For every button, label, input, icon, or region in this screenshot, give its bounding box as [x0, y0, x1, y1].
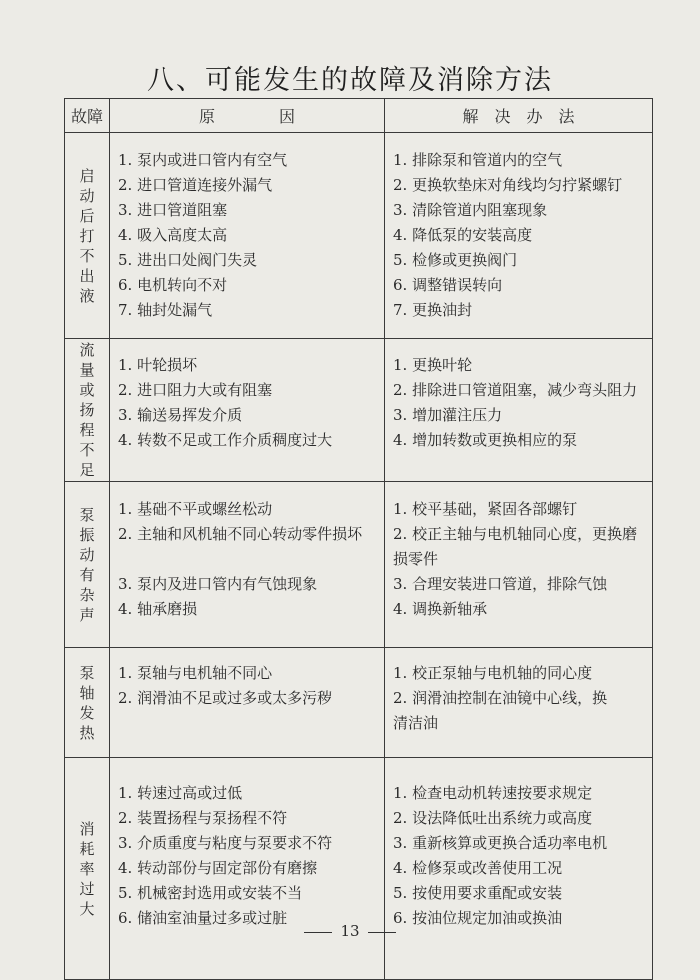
- cause-cell: [110, 758, 385, 980]
- fault-table: [64, 98, 653, 980]
- solution-cell: [385, 482, 653, 648]
- cause-item: 6. 电机转向不对: [118, 276, 228, 294]
- cause-item: 5. 机械密封选用或安装不当: [118, 884, 303, 902]
- solution-item: 3. 重新核算或更换合适功率电机: [393, 834, 608, 852]
- solution-item: 5. 检修或更换阀门: [393, 251, 518, 269]
- cause-item: 2. 进口阻力大或有阻塞: [118, 381, 273, 399]
- cause-item: 4. 轴承磨损: [118, 600, 198, 618]
- fault-cell: [65, 133, 110, 339]
- solution-item: 2. 排除进口管道阻塞，减少弯头阻力: [393, 381, 638, 399]
- fault-label: 启动后打不出液: [79, 166, 95, 305]
- solution-item: 4. 增加转数或更换相应的泵: [393, 431, 578, 449]
- table-row: [65, 133, 653, 339]
- footer-dash-right: [368, 932, 396, 933]
- solution-item: 2. 设法降低吐出系统力或高度: [393, 809, 593, 827]
- table-row: [65, 482, 653, 648]
- solution-item: 1. 校正泵轴与电机轴的同心度: [393, 664, 593, 682]
- cause-item: 5. 进出口处阀门失灵: [118, 251, 258, 269]
- fault-cell: [65, 482, 110, 648]
- fault-cell: [65, 758, 110, 980]
- header-row: [65, 99, 653, 133]
- fault-label: 流量或扬程不足: [79, 341, 95, 479]
- header-cause: 原 因: [110, 99, 385, 133]
- solution-item: 3. 合理安装进口管道，排除气蚀: [393, 575, 608, 593]
- cause-item: 2. 装置扬程与泵扬程不符: [118, 809, 288, 827]
- cause-item: 1. 叶轮损坏: [118, 356, 198, 374]
- cause-item: 4. 吸入高度太高: [118, 226, 228, 244]
- cause-cell: [110, 648, 385, 758]
- cause-item: 3. 进口管道阻塞: [118, 201, 228, 219]
- solution-item: 4. 调换新轴承: [393, 600, 488, 618]
- cause-cell: [110, 339, 385, 482]
- solution-item: 1. 检查电动机转速按要求规定: [393, 784, 593, 802]
- solution-item: 2. 润滑油控制在油镜中心线，换清洁油: [393, 689, 608, 732]
- cause-item: 1. 泵轴与电机轴不同心: [118, 664, 273, 682]
- cause-cell: [110, 482, 385, 648]
- footer-dash-left: [304, 932, 332, 933]
- fault-cell: [65, 648, 110, 758]
- header-fault: 故障: [65, 99, 110, 133]
- cause-item: 4. 转数不足或工作介质稠度过大: [118, 431, 333, 449]
- cause-item: 3. 输送易挥发介质: [118, 406, 243, 424]
- solution-item: 2. 更换软垫床对角线均匀拧紧螺钉: [393, 176, 623, 194]
- fault-cell: [65, 339, 110, 482]
- solution-item: 4. 检修泵或改善使用工况: [393, 859, 563, 877]
- solution-item: 1. 校平基础，紧固各部螺钉: [393, 500, 578, 518]
- cause-item: 4. 转动部份与固定部份有磨擦: [118, 859, 318, 877]
- cause-item: 7. 轴封处漏气: [118, 301, 213, 319]
- table-row: [65, 758, 653, 980]
- table-row: [65, 339, 653, 482]
- solution-item: 1. 排除泵和管道内的空气: [393, 151, 563, 169]
- solution-item: 4. 降低泵的安装高度: [393, 226, 533, 244]
- solution-item: 6. 按油位规定加油或换油: [393, 909, 563, 927]
- solution-cell: [385, 133, 653, 339]
- header-solution: 解 决 办 法: [385, 99, 653, 133]
- page-number: 13: [340, 922, 360, 940]
- solution-cell: [385, 339, 653, 482]
- cause-item: 3. 泵内及进口管内有气蚀现象: [118, 575, 318, 593]
- solution-item: 3. 增加灌注压力: [393, 406, 503, 424]
- solution-item: 1. 更换叶轮: [393, 356, 473, 374]
- cause-item: 1. 转速过高或过低: [118, 784, 243, 802]
- cause-item: 3. 介质重度与粘度与泵要求不符: [118, 834, 333, 852]
- fault-label: 泵振动有杂声: [79, 505, 95, 624]
- cause-item: 2. 润滑油不足或过多或太多污秽: [118, 689, 333, 707]
- solution-cell: [385, 758, 653, 980]
- cause-cell: [110, 133, 385, 339]
- cause-item: 2. 主轴和风机轴不同心转动零件损坏: [118, 525, 363, 543]
- page-title: 八、可能发生的故障及消除方法: [147, 65, 553, 96]
- fault-label: 泵轴发热: [79, 663, 95, 742]
- page-footer: [0, 922, 700, 940]
- solution-item: 3. 清除管道内阻塞现象: [393, 201, 548, 219]
- cause-item: 2. 进口管道连接外漏气: [118, 176, 273, 194]
- fault-label: 消耗率过大: [79, 819, 95, 918]
- solution-item: 7. 更换油封: [393, 301, 473, 319]
- solution-item: 5. 按使用要求重配或安装: [393, 884, 563, 902]
- cause-item: 6. 储油室油量过多或过脏: [118, 909, 288, 927]
- solution-cell: [385, 648, 653, 758]
- cause-item: 1. 泵内或进口管内有空气: [118, 151, 288, 169]
- solution-item: 2. 校正主轴与电机轴同心度，更换磨损零件: [393, 525, 638, 568]
- cause-item: 1. 基础不平或螺丝松动: [118, 500, 273, 518]
- table-row: [65, 648, 653, 758]
- solution-item: 6. 调整错误转向: [393, 276, 503, 294]
